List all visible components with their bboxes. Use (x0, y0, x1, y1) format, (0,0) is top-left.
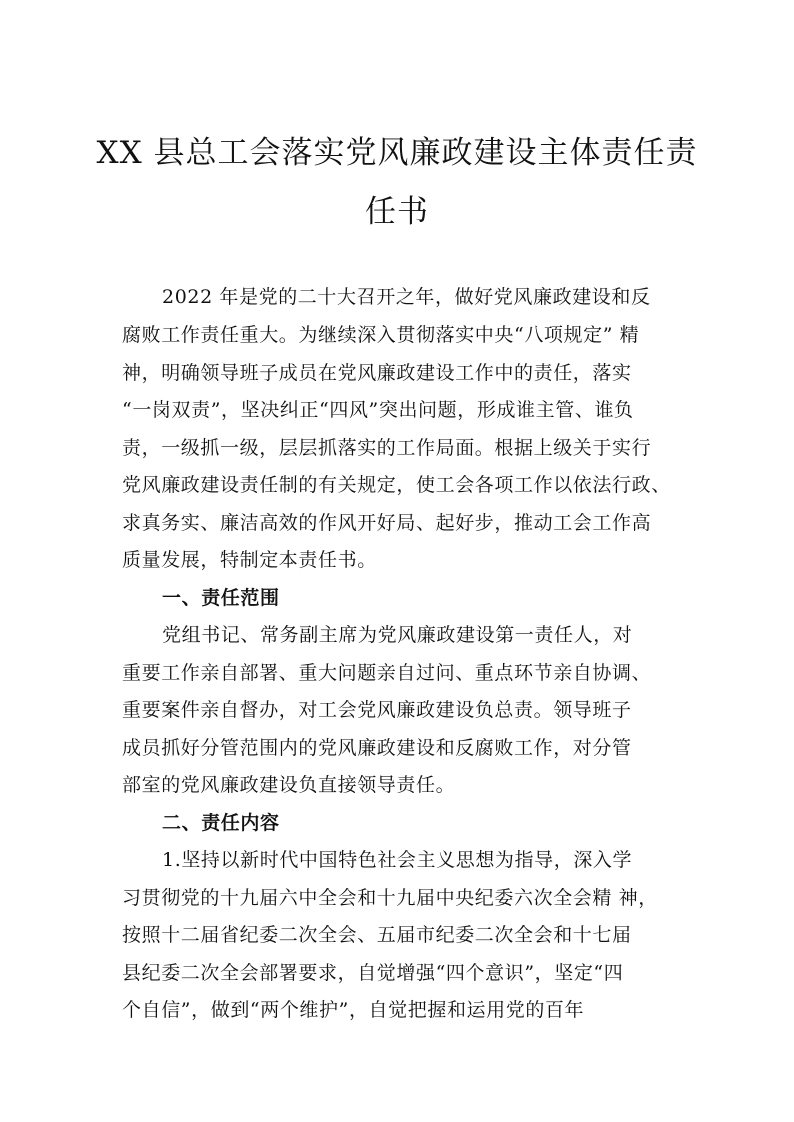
intro-line: 腐败工作责任重大。为继续深入贯彻落实中央“八项规定” 精 (122, 324, 640, 346)
intro-line: 神，明确领导班子成员在党风廉政建设工作中的责任，落实 (122, 362, 632, 384)
section-2-line: 1.坚持以新时代中国特色社会主义思想为指导，深入学 (162, 849, 633, 871)
section-1-heading: 一、责任范围 (162, 587, 280, 609)
intro-line: 2022 年是党的二十大召开之年，做好党风廉政建设和反 (162, 286, 651, 308)
intro-line: “一岗双责”，坚决纠正“四风”突出问题，形成谁主管、谁负 (122, 399, 634, 421)
intro-line: 质量发展，特制定本责任书。 (122, 549, 377, 571)
document-title-line-1: XX 县总工会落实党风廉政建设主体责任责 (96, 135, 698, 171)
section-2-line: 县纪委二次全会部署要求，自觉增强“四个意识”，坚定“四 (122, 962, 624, 984)
section-2-heading: 二、责任内容 (162, 812, 280, 834)
intro-line: 党风廉政建设责任制的有关规定，使工会各项工作以依法行政、 (122, 474, 671, 496)
section-2-line: 按照十二届省纪委二次全会、五届市纪委二次全会和十七届 (122, 924, 632, 946)
section-1-line: 重要案件亲自督办，对工会党风廉政建设负总责。领导班子 (122, 699, 632, 721)
intro-line: 求真务实、廉洁高效的作风开好局、起好步，推动工会工作高 (122, 512, 652, 534)
section-1-line: 部室的党风廉政建设负直接领导责任。 (122, 774, 456, 796)
section-2-line: 习贯彻党的十九届六中全会和十九届中央纪委六次全会精 神， (122, 887, 658, 909)
document-title-line-2: 任书 (365, 194, 429, 230)
section-1-line: 成员抓好分管范围内的党风廉政建设和反腐败工作，对分管 (122, 737, 632, 759)
intro-line: 责，一级抓一级，层层抓落实的工作局面。根据上级关于实行 (122, 437, 652, 459)
section-1-line: 重要工作亲自部署、重大问题亲自过问、重点环节亲自协调、 (122, 662, 652, 684)
section-2-line: 个自信”，做到“两个维护”，自觉把握和运用党的百年 (122, 999, 585, 1021)
section-1-line: 党组书记、常务副主席为党风廉政建设第一责任人，对 (162, 624, 633, 646)
